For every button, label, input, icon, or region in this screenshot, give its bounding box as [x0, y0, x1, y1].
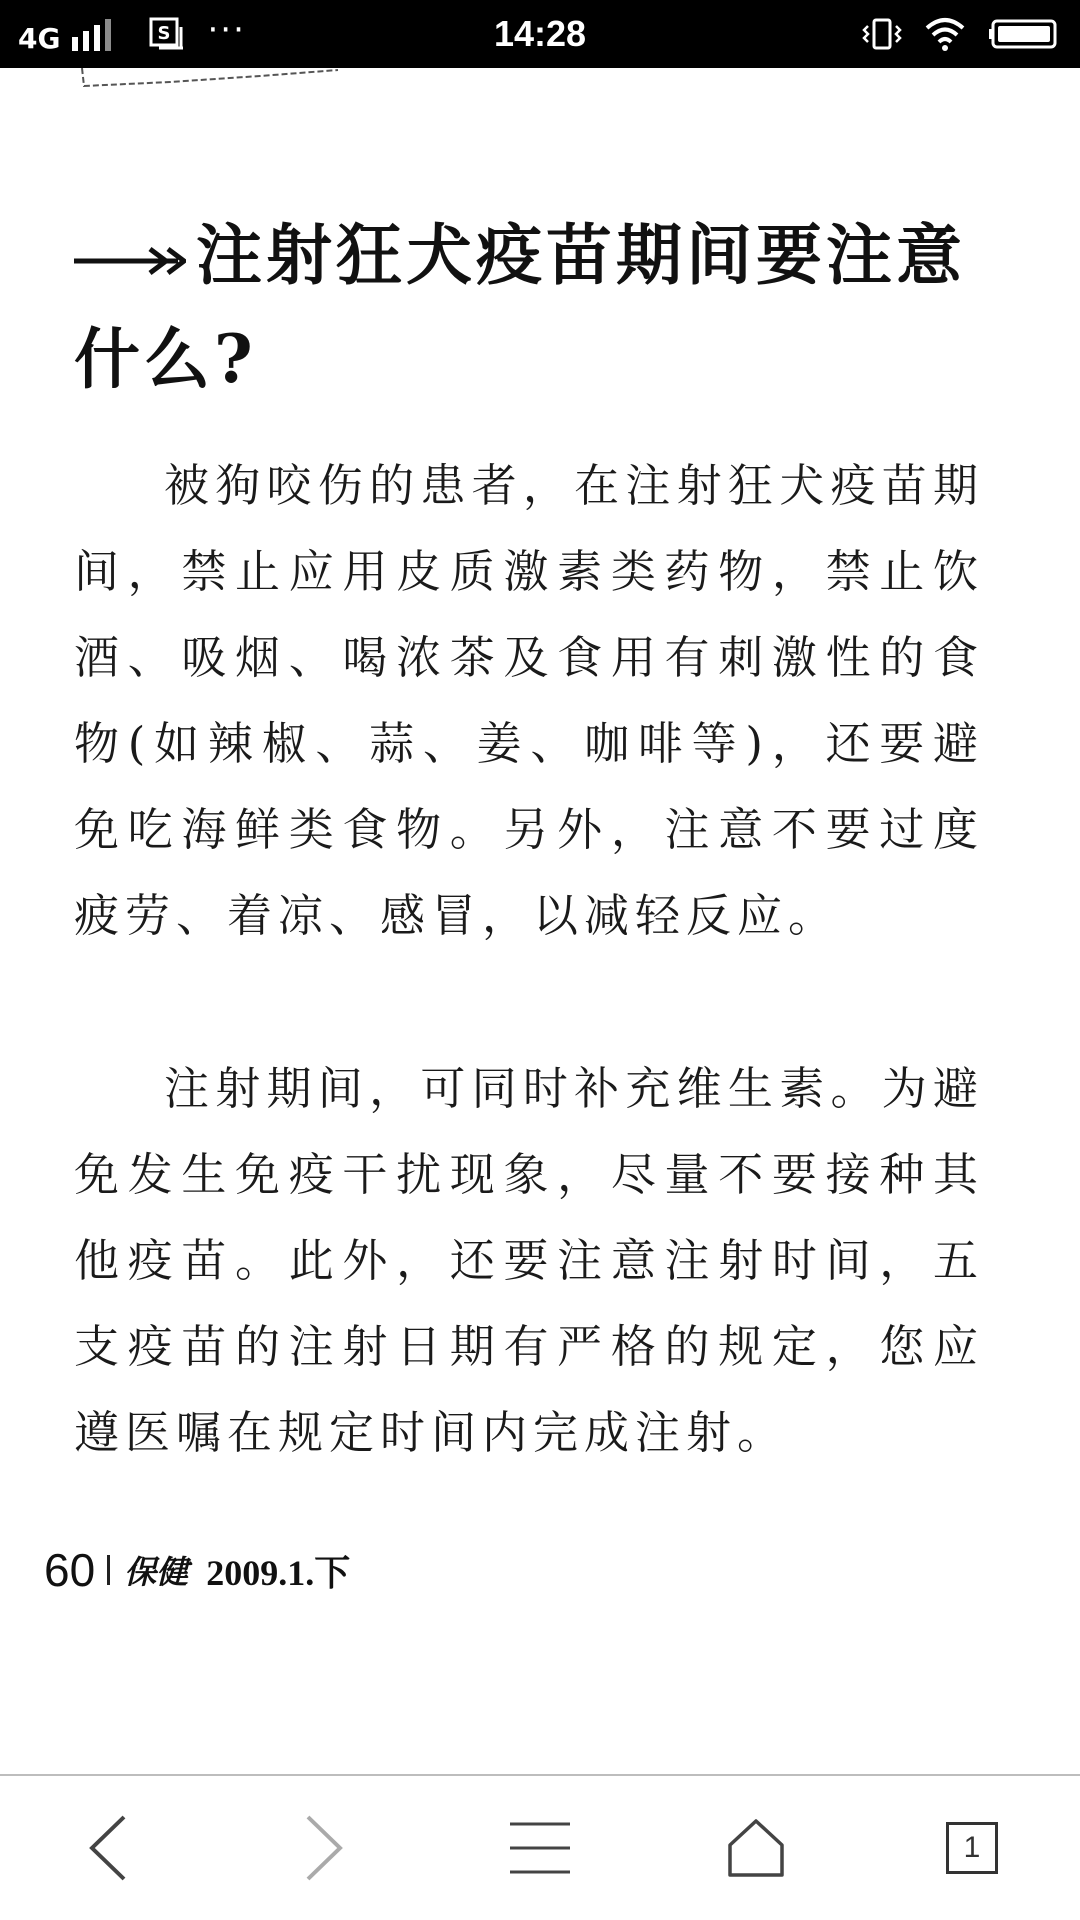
page-footer [44, 1543, 350, 1597]
network-type: 4G [18, 22, 61, 55]
tab-count: 1 [963, 1831, 981, 1864]
article-paragraph-2: 注射期间，可同时补充维生素。为避免发生免疫干扰现象，尽量不要接种其他疫苗。此外，还要注意注射时间，五支疫苗的注射日期有严格的规定，您应遵医嘱在规定时间内完成注射。 [74, 1062, 984, 1459]
arrow-right-icon [74, 241, 186, 281]
scan-border-fragment [80, 68, 340, 92]
forward-button[interactable] [216, 1776, 432, 1920]
back-icon [86, 1813, 130, 1883]
more-notifications-icon: ··· [207, 10, 246, 50]
tabs-button[interactable] [864, 1776, 1080, 1920]
article-title [74, 203, 994, 411]
status-bar-right [862, 0, 1060, 68]
status-time: 14:28 [493, 13, 587, 54]
article-page[interactable] [0, 68, 1080, 1774]
article-paragraph-1: 被狗咬伤的患者，在注射狂犬疫苗期间，禁止应用皮质激素类药物，禁止饮酒、吸烟、喝浓茶及食用有刺激性的食物(如辣椒、蒜、姜、咖啡等)，还要避免吃海鲜类食物。另外，注意不要过度疲劳、着凉、感冒，以减轻反应。 [74, 459, 984, 942]
status-bar [0, 0, 1080, 68]
browser-bottom-toolbar [0, 1774, 1080, 1920]
magazine-issue: 2009.1.下 [206, 1552, 351, 1593]
forward-icon [302, 1813, 346, 1883]
footer-divider [107, 1555, 110, 1585]
page-number: 60 [44, 1544, 96, 1596]
article-title-text: 注射狂犬疫苗期间要注意什么? [74, 216, 966, 398]
magazine-name: 保健 [124, 1553, 189, 1591]
home-icon [726, 1817, 786, 1879]
menu-icon [508, 1820, 572, 1876]
vibrate-icon [862, 16, 902, 52]
tabs-icon [946, 1822, 998, 1874]
back-button[interactable] [0, 1776, 216, 1920]
svg-text:S: S [157, 23, 171, 44]
battery-icon [988, 16, 1060, 52]
home-button[interactable] [648, 1776, 864, 1920]
menu-button[interactable] [432, 1776, 648, 1920]
wifi-icon [924, 16, 966, 52]
